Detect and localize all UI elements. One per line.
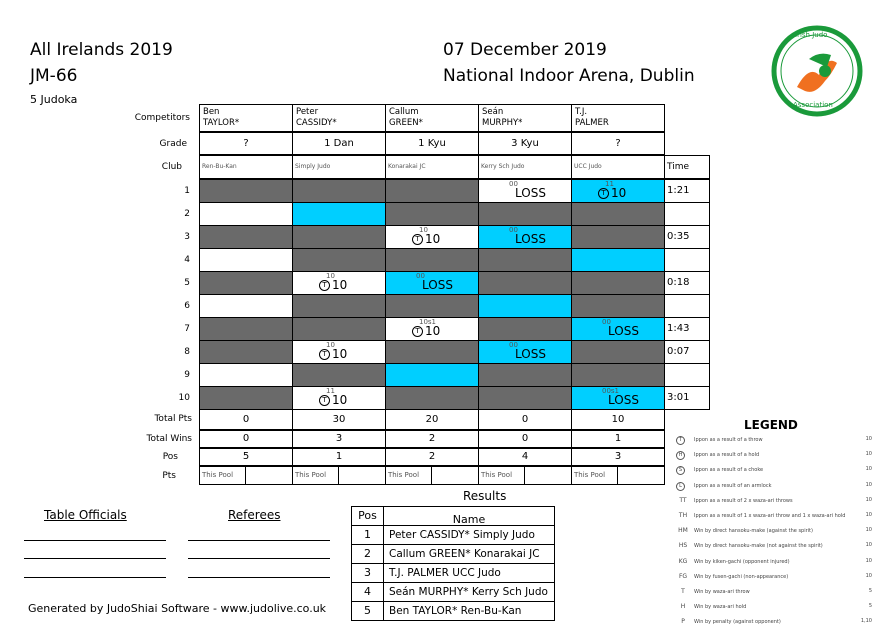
divider bbox=[245, 466, 246, 485]
competitor-header bbox=[478, 104, 572, 132]
legend-text: Ippon as a result of an armlock bbox=[694, 482, 772, 489]
throw-icon: T bbox=[598, 188, 609, 199]
pool-points: This Pool bbox=[292, 466, 386, 485]
match-cell bbox=[571, 386, 665, 410]
legend-text: Ippon as a result of 2 x waza-ari throws bbox=[694, 497, 793, 504]
match-time: 0:07 bbox=[664, 340, 710, 364]
match-time bbox=[664, 363, 710, 387]
match-time: 0:18 bbox=[664, 271, 710, 295]
competitor-club: UCC Judo bbox=[571, 155, 665, 179]
competitor-club: Ren-Bu-Kan bbox=[199, 155, 293, 179]
total-points: 10 bbox=[571, 409, 665, 430]
results-title: Results bbox=[463, 489, 507, 503]
match-time bbox=[664, 248, 710, 272]
legend-row bbox=[676, 497, 876, 504]
match-cell bbox=[385, 271, 479, 295]
match-cell bbox=[199, 386, 293, 410]
label-pos: Pos bbox=[162, 452, 178, 462]
legend-code: H bbox=[680, 603, 686, 611]
results-pos: 2 bbox=[351, 544, 384, 564]
total-wins: 0 bbox=[199, 430, 293, 448]
legend-text: Ippon as a result of a choke bbox=[694, 467, 764, 474]
match-cell bbox=[385, 202, 479, 226]
match-cell bbox=[571, 248, 665, 272]
label-grade: Grade bbox=[159, 139, 187, 149]
logo-text-bottom: Association bbox=[793, 101, 833, 109]
event-title: All Irelands 2019 bbox=[30, 40, 173, 60]
legend-text: Ippon as a result of a hold bbox=[694, 452, 760, 459]
legend-points: 10 bbox=[865, 481, 872, 488]
match-cell bbox=[292, 202, 386, 226]
competitor-club: Konarakai JC bbox=[385, 155, 479, 179]
match-cell bbox=[478, 248, 572, 272]
match-cell bbox=[292, 271, 386, 295]
score-code: 00 bbox=[509, 226, 518, 234]
label-total-points: Total Pts bbox=[154, 414, 192, 424]
legend-text: Ippon as a result of 1 x waza-ari throw and 1 x waza-ari hold bbox=[694, 513, 846, 519]
competitor-grade: 1 Dan bbox=[292, 132, 386, 155]
match-number: 1 bbox=[184, 186, 190, 196]
throw-icon: T bbox=[319, 280, 330, 291]
match-number: 10 bbox=[178, 393, 190, 403]
total-points: 20 bbox=[385, 409, 479, 430]
legend-code: T bbox=[676, 436, 685, 445]
match-number: 8 bbox=[184, 347, 190, 357]
match-result: LOSS bbox=[515, 347, 546, 361]
legend-points: 10 bbox=[865, 436, 872, 442]
total-points: 30 bbox=[292, 409, 386, 430]
position: 1 bbox=[292, 448, 386, 466]
match-number: 2 bbox=[184, 209, 190, 219]
results-pos: 5 bbox=[351, 601, 384, 621]
legend-code: TH bbox=[678, 512, 688, 519]
match-time: 3:01 bbox=[664, 386, 710, 410]
match-cell bbox=[571, 225, 665, 249]
label-total-wins: Total Wins bbox=[146, 434, 192, 444]
competitor-last-name: MURPHY* bbox=[482, 118, 523, 128]
competitor-header bbox=[571, 104, 665, 132]
legend-row bbox=[676, 512, 876, 519]
score-code: 00 bbox=[509, 341, 518, 349]
match-cell bbox=[385, 225, 479, 249]
results-name: T.J. PALMER UCC Judo bbox=[383, 563, 555, 583]
score-code: 00 bbox=[416, 272, 425, 280]
legend-title: LEGEND bbox=[744, 418, 798, 432]
position: 4 bbox=[478, 448, 572, 466]
legend-row bbox=[676, 558, 876, 565]
total-points: 0 bbox=[199, 409, 293, 430]
match-cell bbox=[199, 317, 293, 341]
match-time: 0:35 bbox=[664, 225, 710, 249]
legend-row bbox=[676, 466, 876, 475]
footer-credit: Generated by JudoShiai Software - www.judolive.co.uk bbox=[28, 602, 327, 615]
match-cell bbox=[292, 225, 386, 249]
match-cell bbox=[571, 363, 665, 387]
logo-text-top: Irish Judo bbox=[795, 31, 828, 39]
legend-points: 5 bbox=[868, 603, 872, 610]
match-cell bbox=[571, 317, 665, 341]
match-time: 1:21 bbox=[664, 179, 710, 203]
score-code: 00s1 bbox=[602, 387, 620, 395]
score-code: 10 bbox=[326, 341, 335, 349]
match-number: 6 bbox=[184, 301, 190, 311]
competitor-first-name: Seán bbox=[482, 107, 504, 117]
competitor-first-name: T.J. bbox=[575, 107, 588, 117]
legend-points: 10 bbox=[865, 527, 872, 534]
match-cell bbox=[478, 202, 572, 226]
match-cell bbox=[199, 271, 293, 295]
legend-points: 10 bbox=[865, 542, 872, 549]
competitor-last-name: CASSIDY* bbox=[296, 118, 337, 128]
match-number: 9 bbox=[184, 370, 190, 380]
pool-points: This Pool bbox=[199, 466, 293, 485]
legend-code: T bbox=[681, 588, 685, 595]
score-code: 00 bbox=[602, 318, 611, 326]
match-result: T 10 bbox=[319, 278, 347, 292]
results-name: Peter CASSIDY* Simply Judo bbox=[383, 525, 555, 545]
match-cell bbox=[478, 179, 572, 203]
throw-icon: T bbox=[319, 395, 330, 406]
signature-line bbox=[24, 540, 166, 541]
legend-code: S bbox=[676, 466, 685, 475]
match-time bbox=[664, 294, 710, 318]
match-cell bbox=[478, 294, 572, 318]
legend-points: 10 bbox=[865, 557, 872, 564]
total-wins: 0 bbox=[478, 430, 572, 448]
legend-code: FG bbox=[678, 572, 688, 580]
match-cell bbox=[199, 179, 293, 203]
legend-row bbox=[676, 436, 876, 445]
competitor-grade: ? bbox=[199, 132, 293, 155]
match-cell bbox=[292, 248, 386, 272]
match-cell bbox=[292, 340, 386, 364]
competitor-grade: ? bbox=[571, 132, 665, 155]
legend-code: HM bbox=[678, 527, 688, 535]
match-result: T 10 bbox=[412, 232, 440, 246]
legend-points: 1,10 bbox=[860, 618, 872, 625]
results-pos: 3 bbox=[351, 563, 384, 583]
label-competitors: Competitors bbox=[134, 113, 190, 123]
competitor-club: Simply Judo bbox=[292, 155, 386, 179]
match-time: 1:43 bbox=[664, 317, 710, 341]
competitor-grade: 1 Kyu bbox=[385, 132, 479, 155]
competitor-last-name: PALMER bbox=[575, 118, 609, 128]
legend-text: Win by fusen-gachi (non-appearance) bbox=[694, 573, 789, 580]
legend-text: Win by waza-ari hold bbox=[694, 604, 747, 611]
match-result: LOSS bbox=[422, 278, 453, 292]
score-code: 11 bbox=[605, 180, 614, 188]
score-code: 00 bbox=[509, 180, 518, 188]
throw-icon: T bbox=[319, 349, 330, 360]
results-name: Ben TAYLOR* Ren-Bu-Kan bbox=[383, 601, 555, 621]
match-cell bbox=[385, 363, 479, 387]
label-pts: Pts bbox=[162, 471, 176, 481]
legend-code: P bbox=[681, 618, 685, 626]
legend-points: 10 bbox=[865, 512, 872, 518]
match-cell bbox=[478, 386, 572, 410]
legend-row bbox=[676, 573, 876, 580]
divider bbox=[524, 466, 525, 485]
legend-points: 10 bbox=[865, 572, 872, 579]
legend-code: H bbox=[676, 451, 685, 460]
match-cell bbox=[199, 225, 293, 249]
category-title: JM-66 bbox=[30, 66, 78, 86]
legend-points: 5 bbox=[868, 588, 872, 594]
position: 5 bbox=[199, 448, 293, 466]
match-cell bbox=[385, 294, 479, 318]
results-name: Seán MURPHY* Kerry Sch Judo bbox=[383, 582, 555, 602]
competitor-header bbox=[385, 104, 479, 132]
match-cell bbox=[199, 248, 293, 272]
match-cell bbox=[199, 294, 293, 318]
match-result: T 10 bbox=[412, 324, 440, 338]
legend-text: Win by kiken-gachi (opponent injured) bbox=[694, 558, 790, 565]
divider bbox=[431, 466, 432, 485]
match-cell bbox=[385, 317, 479, 341]
match-cell bbox=[292, 179, 386, 203]
score-code: 10s1 bbox=[419, 318, 437, 326]
results-pos: 1 bbox=[351, 525, 384, 545]
total-wins: 3 bbox=[292, 430, 386, 448]
match-result: T 10 bbox=[319, 347, 347, 361]
legend-code: HS bbox=[678, 542, 688, 550]
match-result: LOSS bbox=[608, 393, 639, 407]
match-cell bbox=[199, 202, 293, 226]
match-cell bbox=[385, 248, 479, 272]
legend-code: L bbox=[676, 482, 685, 491]
match-cell bbox=[199, 363, 293, 387]
results-name: Callum GREEN* Konarakai JC bbox=[383, 544, 555, 564]
competitor-last-name: TAYLOR* bbox=[203, 118, 240, 128]
time-header: Time bbox=[664, 155, 710, 179]
legend-points: 10 bbox=[865, 451, 872, 458]
match-cell bbox=[478, 340, 572, 364]
legend-text: Win by direct hansoku-make (against the spirit) bbox=[694, 528, 813, 535]
match-time bbox=[664, 202, 710, 226]
legend-row bbox=[676, 618, 876, 625]
signature-line bbox=[24, 577, 166, 578]
legend-row bbox=[676, 588, 876, 595]
total-points: 0 bbox=[478, 409, 572, 430]
position: 3 bbox=[571, 448, 665, 466]
throw-icon: T bbox=[412, 234, 423, 245]
table-officials-label: Table Officials bbox=[44, 508, 127, 522]
match-cell bbox=[385, 340, 479, 364]
match-cell bbox=[571, 202, 665, 226]
divider bbox=[617, 466, 618, 485]
legend-code: TT bbox=[679, 496, 687, 504]
score-code: 10 bbox=[326, 272, 335, 280]
signature-line bbox=[24, 558, 166, 559]
match-cell bbox=[292, 363, 386, 387]
legend-text: Win by direct hansoku-make (not against the spirit) bbox=[694, 543, 823, 550]
match-number: 4 bbox=[184, 255, 190, 265]
match-cell bbox=[571, 340, 665, 364]
competitor-first-name: Callum bbox=[389, 107, 419, 117]
match-cell bbox=[571, 271, 665, 295]
throw-icon: T bbox=[412, 326, 423, 337]
score-code: 10 bbox=[419, 226, 428, 234]
pool-points: This Pool bbox=[571, 466, 665, 485]
match-cell bbox=[292, 294, 386, 318]
competitor-header bbox=[199, 104, 293, 132]
match-number: 7 bbox=[184, 324, 190, 334]
match-cell bbox=[292, 317, 386, 341]
legend-code: KG bbox=[678, 557, 688, 565]
legend-text: Ippon as a result of a throw bbox=[694, 437, 763, 443]
match-cell bbox=[199, 340, 293, 364]
results-pos-header: Pos bbox=[351, 506, 384, 526]
competitor-grade: 3 Kyu bbox=[478, 132, 572, 155]
legend-row bbox=[676, 482, 876, 491]
competitor-header bbox=[292, 104, 386, 132]
match-cell bbox=[478, 271, 572, 295]
legend-row bbox=[676, 603, 876, 610]
legend-text: Win by waza-ari throw bbox=[694, 589, 750, 595]
referees-label: Referees bbox=[228, 508, 281, 522]
label-club: Club bbox=[161, 162, 182, 172]
competitor-club: Kerry Sch Judo bbox=[478, 155, 572, 179]
pool-points: This Pool bbox=[478, 466, 572, 485]
signature-line bbox=[188, 540, 330, 541]
legend-points: 10 bbox=[865, 466, 872, 473]
match-cell bbox=[385, 179, 479, 203]
legend-points: 10 bbox=[865, 496, 872, 503]
match-cell bbox=[571, 179, 665, 203]
signature-line bbox=[188, 577, 330, 578]
match-result: T 10 bbox=[319, 393, 347, 407]
results-pos: 4 bbox=[351, 582, 384, 602]
match-result: T 10 bbox=[598, 186, 626, 200]
judoka-count: 5 Judoka bbox=[30, 93, 78, 106]
results-name-header: Name bbox=[383, 506, 555, 526]
event-date: 07 December 2019 bbox=[443, 40, 607, 60]
competitor-first-name: Ben bbox=[203, 107, 220, 117]
pool-points: This Pool bbox=[385, 466, 479, 485]
signature-line bbox=[188, 558, 330, 559]
match-result: LOSS bbox=[515, 186, 546, 200]
match-result: LOSS bbox=[515, 232, 546, 246]
legend-row bbox=[676, 542, 876, 549]
position: 2 bbox=[385, 448, 479, 466]
match-cell bbox=[478, 363, 572, 387]
divider bbox=[338, 466, 339, 485]
match-number: 3 bbox=[184, 232, 190, 242]
match-cell bbox=[478, 317, 572, 341]
match-cell bbox=[571, 294, 665, 318]
total-wins: 1 bbox=[571, 430, 665, 448]
match-cell bbox=[385, 386, 479, 410]
competitor-first-name: Peter bbox=[296, 107, 319, 117]
match-number: 5 bbox=[184, 278, 190, 288]
event-venue: National Indoor Arena, Dublin bbox=[443, 66, 695, 86]
legend-row bbox=[676, 527, 876, 534]
score-code: 11 bbox=[326, 387, 335, 395]
total-wins: 2 bbox=[385, 430, 479, 448]
match-cell bbox=[478, 225, 572, 249]
match-cell bbox=[292, 386, 386, 410]
association-logo bbox=[769, 25, 865, 117]
legend-row bbox=[676, 451, 876, 460]
legend-text: Win by penalty (against opponent) bbox=[694, 619, 781, 626]
competitor-last-name: GREEN* bbox=[389, 118, 423, 128]
match-result: LOSS bbox=[608, 324, 639, 338]
